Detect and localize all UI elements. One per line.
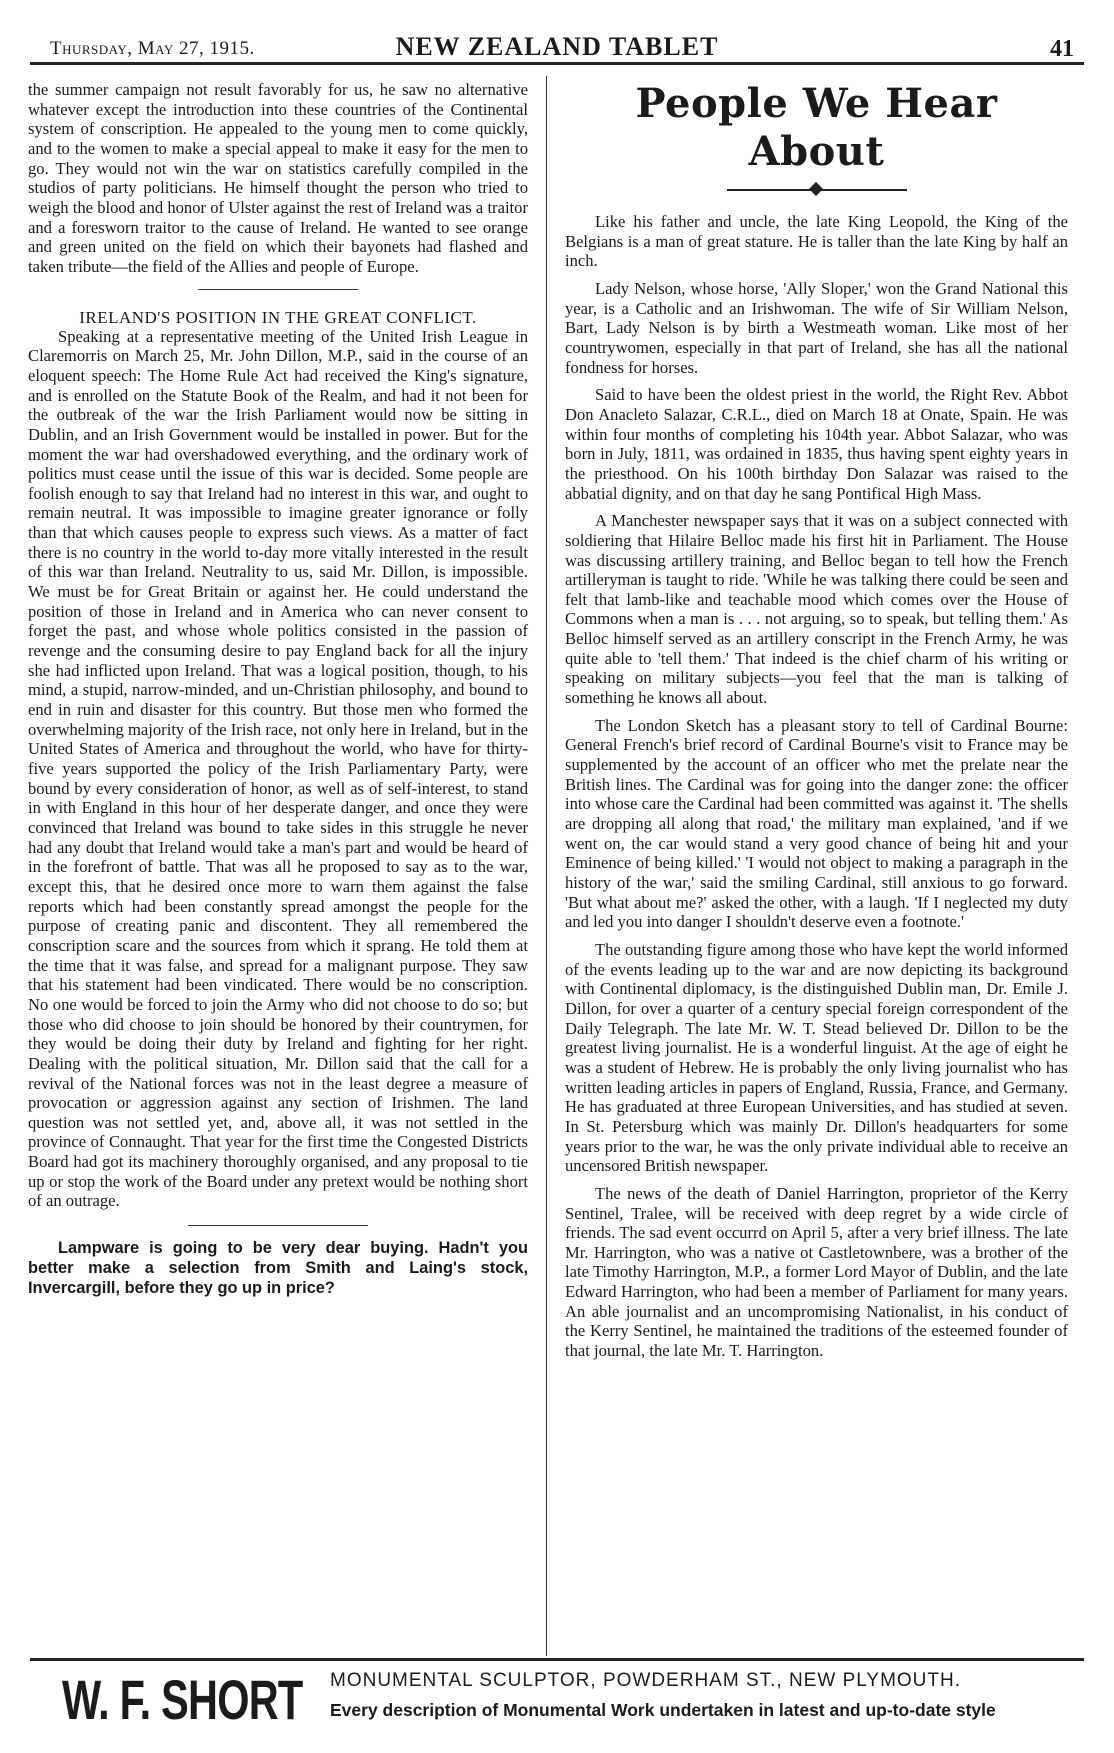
- paragraph-cardinal-bourne: The London Sketch has a pleasant story to tell of Cardinal Bourne: General French's brief record of Cardinal Bourne's visit to France may be supplemented by the account of an officer who met the prelate near the British lines. The Cardinal was for going into the danger zone: the officer into whose care the Cardinal had been committed was against it. 'The shells are dropping all along that road,' the military man explained, 'and if we went on, the car would stand a very good chance of being hit and your Eminence of being killed.' 'I would not object to making a paragraph in the history of the war,' said the smiling Cardinal, still anxious to go forward. 'But what about me?' asked the other, with a laugh. 'If I neglected my duty and led you into danger I shouldn't deserve even a footnote.': [565, 715, 1068, 932]
- paragraph-daniel-harrington: The news of the death of Daniel Harrington, proprietor of the Kerry Sentinel, Tralee, will be received with deep regret by a wide circle of friends. The sad event occurrd on April 5, after a very brief illness. The late Mr. Harrington, who was a native ot Castletownbere, was a brother of the late Timothy Harrington, M.P., a former Lord Mayor of Dublin, and the late Edward Harrington, who had been a member of Parliament for many years. An able journalist and an uncompromising Nationalist, in his conduct of the Kerry Sentinel, he maintained the traditions of the esteemed founder of that journal, the late Mr. T. Harrington.: [565, 1183, 1068, 1361]
- page-header: [30, 32, 1084, 62]
- paragraph-emile-dillon: The outstanding figure among those who have kept the world informed of the events leading up to the war and are now depicting its background with Continental diplomacy, is the distinguished Dublin man, Dr. Emile J. Dillon, for over a quarter of a century special foreign correspondent of the Daily Telegraph. The late Mr. W. T. Stead believed Dr. Dillon to be the greatest living journalist. He is a wonderful linguist. At the age of eight he was a student of Hebrew. He is probably the only living journalist who has written leading articles in papers of England, Russia, France, and Germany. He has graduated at three European Universities, and has studied at seven. In St. Petersburg which was mainly Dr. Dillon's headquarters for some years prior to the war, he was the only private individual able to receive an uncensored British newspaper.: [565, 939, 1068, 1176]
- advertiser-name: W. F. SHORT: [62, 1668, 303, 1731]
- column-divider: [546, 76, 547, 1656]
- left-column: [28, 80, 528, 1298]
- notice-divider: [188, 1225, 368, 1226]
- section-divider: [198, 289, 358, 290]
- page-number: 41: [1050, 36, 1074, 62]
- section-heading: IRELAND'S POSITION IN THE GREAT CONFLICT.: [79, 307, 477, 327]
- paragraph-abbot-salazar: Said to have been the oldest priest in the world, the Right Rev. Abbot Don Anacleto Salazar, C.R.L., died on March 18 at Onate, Spain. He was within four months of completing his 104th year. Abbot Salazar, who was born in July, 1811, was ordained in 1835, thus having spent eighty years in the priesthood. On his 100th birthday Don Salazar was raised to the abbatial dignity, and on that day he sang Pontifical High Mass.: [565, 385, 1068, 503]
- continued-article-paragraph: the summer campaign not result favorably for us, he saw no alternative whatever except the introduction into these countries of the Continental system of conscription. He appealed to the young men to come quickly, and to the women to make a special appeal to make it easy for the men to go. They would not win the war on statistics carefully compiled in the studios of party politicians. He himself thought the person who tried to weigh the blood and honor of Ulster against the rest of Ireland was a traitor and a foresworn traitor to the cause of Ireland. He wanted to see orange and green united on the field on which their bayonets had flashed and taken tribute—the field of the Allies and people of Europe.: [28, 80, 528, 276]
- paragraph-king-belgians: Like his father and uncle, the late King Leopold, the King of the Belgians is a man of great stature. He is taller than the late King by half an inch.: [565, 212, 1068, 271]
- footer-rule: [30, 1658, 1084, 1661]
- publication-title: NEW ZEALAND TABLET: [395, 32, 719, 61]
- heading-ornament: [727, 184, 907, 196]
- paragraph-lady-nelson: Lady Nelson, whose horse, 'Ally Sloper,' won the Grand National this year, is a Catholic and an Irishwoman. The wife of Sir William Nelson, Bart, Lady Nelson is by birth a Westmeath woman. Like most of her countrywomen, especially in that part of Ireland, she has all the national fondness for horses.: [565, 278, 1068, 377]
- issue-date: Thursday, May 27, 1915.: [50, 38, 255, 59]
- people-heading: People We Hear About: [635, 80, 998, 175]
- right-column: [565, 80, 1068, 1361]
- advertiser-address: MONUMENTAL SCULPTOR, POWDERHAM ST., NEW PLYMOUTH.: [330, 1670, 962, 1691]
- lampware-notice: Lampware is going to be very dear buying. Hadn't you better make a selection from Smith and Laing's stock, Invercargill, before they go up in price?: [28, 1239, 528, 1298]
- paragraph-hilaire-belloc: A Manchester newspaper says that it was on a subject connected with soldiering that Hilaire Belloc made his first hit in Parliament. The House was discussing artillery training, and Belloc began to tell how the French artilleryman is taught to ride. 'While he was talking there could be seen and felt that lamb-like and teachable mood which comes over the House of Commons when a man is . . . not arguing, so to speak, but telling them.' As Belloc himself served as an artillery conscript in the French Army, he was quite able to 'tell them.' That indeed is the chief charm of his writing or speaking on military subjects—you feel that the man is talking of something he knows all about.: [565, 511, 1068, 708]
- advertisement: [30, 1664, 1084, 1744]
- header-rule: [30, 62, 1084, 65]
- advertiser-tagline: Every description of Monumental Work undertaken in latest and up-to-date style: [330, 1700, 996, 1720]
- section-body: Speaking at a representative meeting of the United Irish League in Claremorris on March 25, Mr. John Dillon, M.P., said in the course of an eloquent speech: The Home Rule Act had received the King's signature, and is enrolled on the Statute Book of the Realm, and had it not been for the outbreak of the war the Irish Parliament would now be sitting in Dublin, and an Irish Government would be installed in power. But for the moment the war had overshadowed everything, and the ordinary work of politics must cease until the issue of this war is decided. Some people are foolish enough to say that Ireland had no interest in this war, and ought to remain neutral. It was impossible to imagine greater ignorance or folly than that which causes people to express such views. As a matter of fact there is no country in the world to-day more vitally interested in the result of this war than Ireland. Neutrality to us, said Mr. Dillon, is impossible. We must be for Great Britain or against her. He could understand the position of those in Ireland and in America who can never consent to forget the past, and whose whole politics consisted in the passion of revenge and the consuming desire to pay England back for all the injury she had inflicted upon Ireland. That was a logical position, though, to his mind, a stupid, narrow-minded, and un-Christian philosophy, and bound to end in ruin and disaster for this country. But those men who formed the overwhelming majority of the Irish race, not only here in Ireland, but in the United States of America and throughout the world, who have for thirty-five years supported the policy of the Irish Parliamentary Party, were bound by every consideration of honor, as well as of self-interest, to stand in with England in this hour of her desperate danger, and once they were convinced that Ireland was bound to take sides in this struggle he never had any doubt that Ireland would take a man's part and would be heard of in the forefront of battle. That was all he proposed to say as to the war, except this, that he desired once more to warn them against the false reports which had been constantly spread amongst the people for the purpose of creating panic and discontent. They all remembered the conscription scare and the sources from which it sprang. He told them at the time that it was false, and spread for a malignant purpose. They saw that his statement had been vindicated. There would be no conscription. No one would be forced to join the Army who did not choose to do so; but those who did choose to join should be honored by their countrymen, for they would be doing their duty by Ireland and fighting for her right. Dealing with the political situation, Mr. Dillon said that the call for a revival of the National forces was not in the least degree a measure of provocation or aggression against any section of Irishmen. The land question was not settled yet, and, above all, it was not settled in the province of Connaught. That year for the first time the Congested Districts Board had got its machinery thoroughly organised, and any proposal to tie up or stop the work of the Board under any pretext would be nothing short of an outrage.: [28, 326, 528, 1211]
